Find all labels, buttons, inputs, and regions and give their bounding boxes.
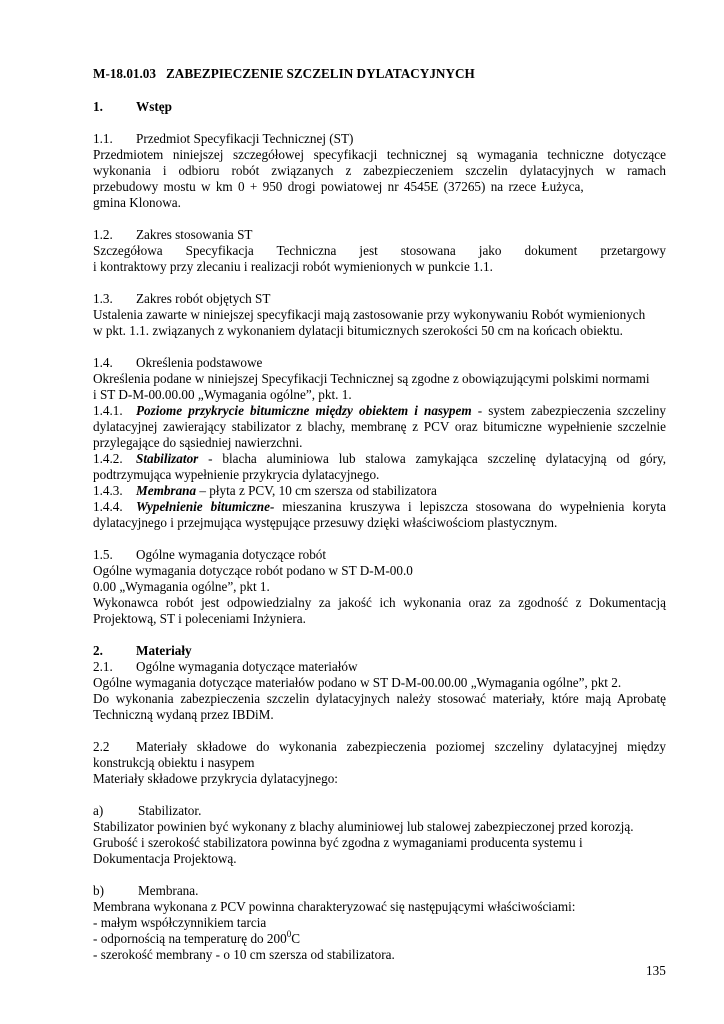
paragraph-line: Do wykonania zabezpieczenia szczelin dylatacyjnych należy stosować materiały, które mają Aprobatę [93, 691, 666, 706]
list-item: - małym współczynnikiem tarcia [93, 915, 267, 930]
paragraph-line: dylatacyjnego i przejmująca występujące przesuwy dzięki właściwościom plastycznym. [93, 515, 558, 530]
definition-1-4-1: 1.4.1. Poziome przykrycie bitumiczne między obiektem i nasypem - system zabezpieczenia szczeliny [93, 403, 666, 418]
paragraph-line: Stabilizator powinien być wykonany z blachy aluminiowej lub stalowej zabezpieczonej przed korozją. [93, 819, 634, 834]
item-b-heading: b) Membrana. [93, 883, 199, 898]
paragraph-line: Przedmiotem niniejszej szczegółowej specyfikacji technicznej są wymagania techniczne dotyczące [93, 147, 666, 162]
section-1-3 [93, 291, 666, 339]
paragraph-line: i ST D-M-00.00.00 „Wymagania ogólne”, pkt. 1. [93, 387, 352, 402]
paragraph-line: Dokumentacja Projektową. [93, 851, 237, 866]
paragraph-line: Ogólne wymagania dotyczące robót podano w ST D-M-00.0 [93, 563, 413, 578]
paragraph-line: Określenia podane w niniejszej Specyfikacji Technicznej są zgodne z obowiązującymi polskimi normami [93, 371, 650, 386]
paragraph-line: podtrzymująca wypełnienie przykrycia dylatacyjnego. [93, 467, 380, 482]
paragraph-line: przebudowy mostu w km 0 + 950 drogi powiatowej nr 4545E (37265) na rzece Łużyca, [93, 179, 584, 194]
paragraph-line: Grubość i szerokość stabilizatora powinna być zgodna z wymaganiami producenta systemu i [93, 835, 583, 850]
definition-1-4-2: 1.4.2. Stabilizator - blacha aluminiowa lub stalowa zamykająca szczelinę dylatacyjną od góry, [93, 451, 666, 466]
section-1-5 [93, 547, 666, 627]
section-1-heading: 1. Wstęp [93, 99, 172, 114]
section-1-1-heading: 1.1. Przedmiot Specyfikacji Technicznej (ST) [93, 131, 354, 146]
paragraph-line: 0.00 „Wymagania ogólne”, pkt 1. [93, 579, 270, 594]
list-item: - odpornością na temperaturę do $200^0C$ [93, 929, 301, 946]
section-1-4 [93, 355, 666, 531]
paragraph-line: w pkt. 1.1. związanych z wykonaniem dylatacji bitumicznych szerokości 50 cm na końcach obiektu. [93, 323, 623, 338]
list-item: - szerokość membrany - o 10 cm szersza od stabilizatora. [93, 947, 395, 962]
spec-code: M-18.01.03 [93, 66, 156, 81]
paragraph-line: Wykonawca robót jest odpowiedzialny za jakość ich wykonania oraz za zgodność z Dokumentacją [93, 595, 666, 610]
definition-1-4-3: 1.4.3. Membrana – płyta z PCV, 10 cm szersza od stabilizatora [93, 483, 437, 498]
item-a-heading: a) Stabilizator. [93, 803, 202, 818]
section-1-2 [93, 227, 666, 275]
section-2-heading: 2. Materiały [93, 643, 192, 658]
paragraph-line: Ustalenia zawarte w niniejszej specyfikacji mają zastosowanie przy wykonywaniu Robót wymienionych [93, 307, 646, 322]
section-2-2-heading: 2.2 Materiały składowe do wykonania zabezpieczenia poziomej szczeliny dylatacyjnej między [93, 739, 666, 754]
paragraph-line: Membrana wykonana z PCV powinna charakteryzować się następującymi właściwościami: [93, 899, 576, 914]
section-2-1 [93, 659, 666, 723]
section-2-2 [93, 739, 666, 787]
document-title [93, 66, 666, 82]
section-2-1-heading: 2.1. Ogólne wymagania dotyczące materiałów [93, 659, 358, 674]
spec-title: ZABEZPIECZENIE SZCZELIN DYLATACYJNYCH [166, 66, 475, 81]
paragraph-line: Projektową, ST i poleceniami Inżyniera. [93, 611, 306, 626]
section-1-2-heading: 1.2. Zakres stosowania ST [93, 227, 253, 242]
page-number: 135 [646, 963, 666, 978]
paragraph-line: i kontraktowy przy zlecaniu i realizacji robót wymienionych w punkcie 1.1. [93, 259, 493, 274]
section-1-3-heading: 1.3. Zakres robót objętych ST [93, 291, 271, 306]
paragraph-line: Materiały składowe przykrycia dylatacyjnego: [93, 771, 338, 786]
section-1-4-heading: 1.4. Określenia podstawowe [93, 355, 263, 370]
paragraph-line: Ogólne wymagania dotyczące materiałów podano w ST D-M-00.00.00 „Wymagania ogólne”, pkt 2. [93, 675, 622, 690]
paragraph-line: wykonania i odbioru robót związanych z zabezpieczeniem szczelin dylatacyjnych w ramach [93, 163, 666, 178]
paragraph-line: Szczegółowa Specyfikacja Techniczna jest stosowana jako dokument przetargowy [93, 243, 666, 258]
paragraph-line: przylegające do sąsiedniej nawierzchni. [93, 435, 303, 450]
item-a-stabilizator [93, 803, 666, 867]
definition-1-4-4: 1.4.4. Wypełnienie bitumiczne- mieszanina kruszywa i lepiszcza stosowana do wypełnienia koryta [93, 499, 667, 514]
item-b-membrana [93, 883, 666, 963]
paragraph-line: gmina Klonowa. [93, 195, 181, 210]
section-1-5-heading: 1.5. Ogólne wymagania dotyczące robót [93, 547, 327, 562]
paragraph-line: Techniczną wydaną przez IBDiM. [93, 707, 274, 722]
paragraph-line: konstrukcją obiektu i nasypem [93, 755, 255, 770]
paragraph-line: dylatacyjnej zawierający stabilizator z blachy, membranę z PCV oraz bitumiczne wypełnienie szczelnie [93, 419, 666, 434]
section-1-1 [93, 131, 666, 211]
